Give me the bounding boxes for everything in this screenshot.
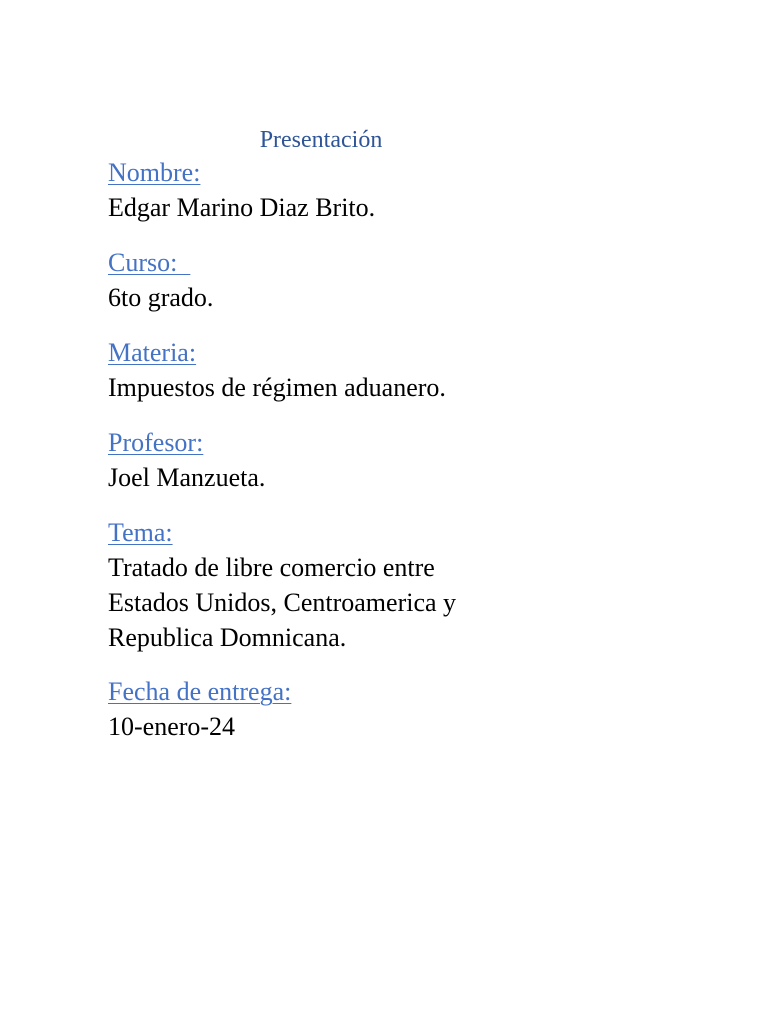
field-value-materia: Impuestos de régimen aduanero. (108, 373, 446, 402)
field-fecha-de-entrega (108, 675, 668, 744)
field-label-profesor: Profesor: (108, 428, 204, 457)
field-label-tema: Tema: (108, 518, 173, 547)
field-label-materia: Materia: (108, 338, 197, 367)
field-label-nombre: Nombre: (108, 158, 201, 187)
field-curso (108, 246, 668, 315)
field-label-fecha-de-entrega: Fecha de entrega: (108, 677, 292, 706)
field-value-fecha-de-entrega: 10-enero-24 (108, 712, 236, 741)
field-value-nombre: Edgar Marino Diaz Brito. (108, 193, 376, 222)
page-title: Presentación (259, 127, 383, 153)
field-nombre (108, 156, 668, 225)
field-value-profesor: Joel Manzueta. (108, 463, 266, 492)
field-label-curso: Curso: (108, 248, 191, 277)
field-materia (108, 336, 668, 405)
field-profesor (108, 426, 668, 495)
field-value-curso: 6to grado. (108, 283, 214, 312)
field-value-tema: Tratado de libre comercio entre Estados Unidos, Centroamerica y Republica Domnicana. (108, 553, 457, 652)
field-tema (108, 516, 668, 655)
